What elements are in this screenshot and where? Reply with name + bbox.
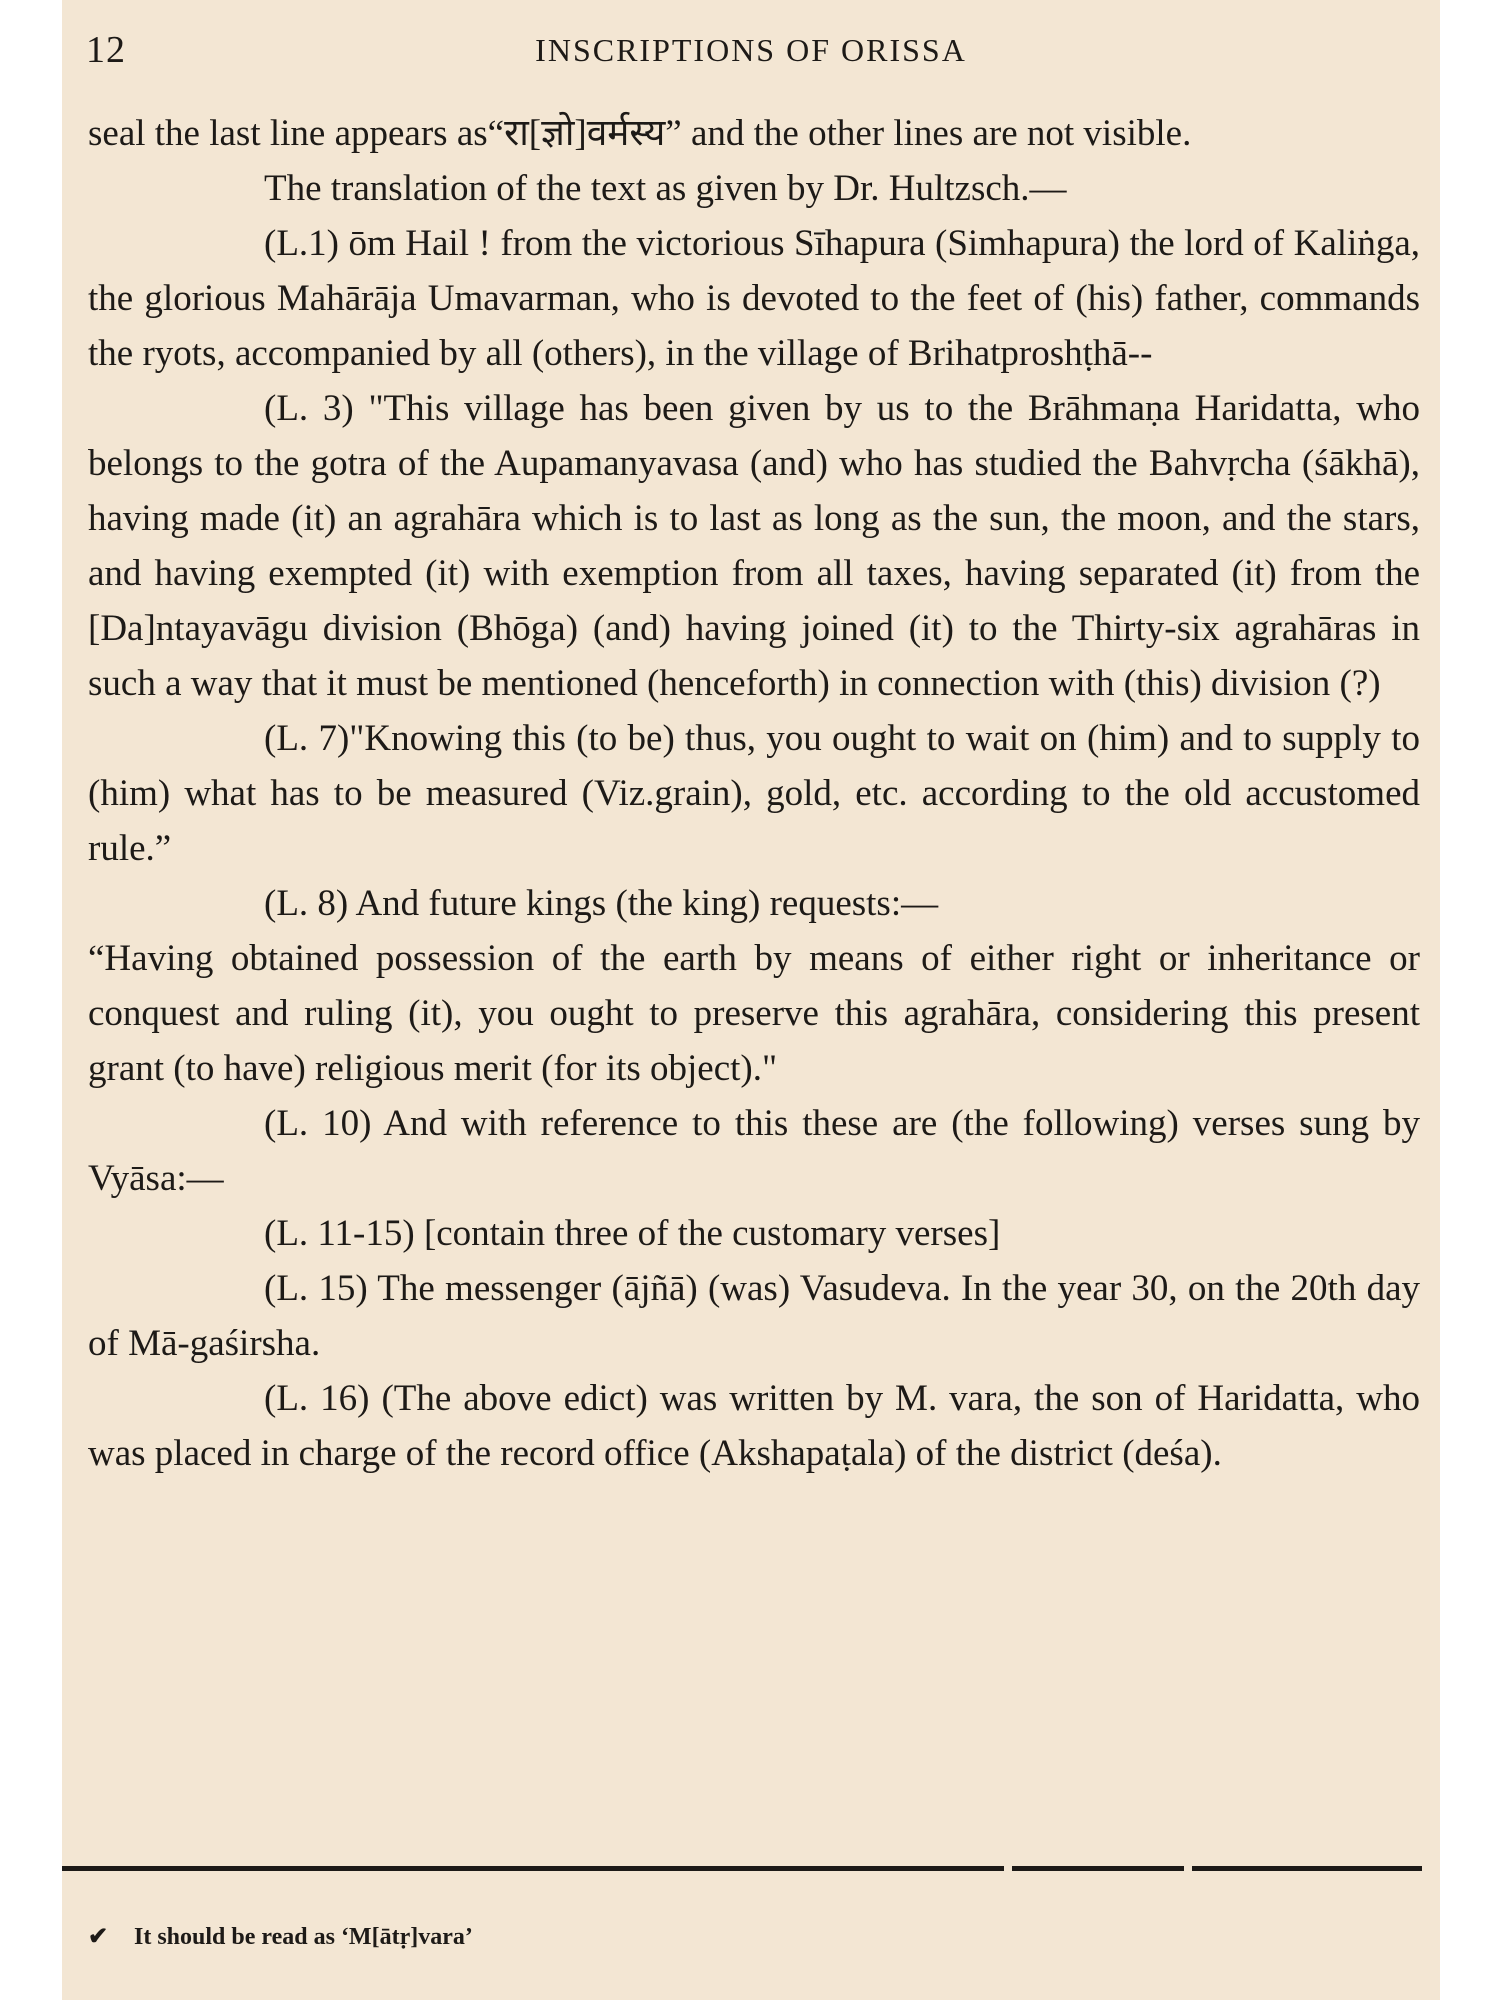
- separator-rule: [1012, 1866, 1184, 1871]
- paragraph-line-7: (L. 7)"Knowing this (to be) thus, you ought to wait on (him) and to supply to (him) what has to be measured (Viz.grain), gold, etc. according to the old accustomed rule.”: [88, 718, 1420, 869]
- footnote-text: It should be read as ‘M[ātṛ]vara’: [134, 1924, 473, 1950]
- running-title: INSCRIPTIONS OF ORISSA: [535, 32, 967, 68]
- paragraph-line-11-15: (L. 11-15) [contain three of the customary verses]: [264, 1213, 1001, 1254]
- footnote-separator: [62, 1866, 1422, 1876]
- separator-rule: [1192, 1866, 1422, 1871]
- page-number: 12: [86, 29, 126, 71]
- paragraph-translation-intro: The translation of the text as given by Dr. Hultzsch.—: [264, 168, 1067, 209]
- book-page: [62, 0, 1440, 2000]
- body-text: [88, 106, 1420, 1481]
- paragraph-quotation: “Having obtained possession of the earth by means of either right or inheritance or conquest and ruling (it), you ought to preserve this agrahāra, considering this present grant (to have) religious merit (for its object).": [88, 938, 1420, 1089]
- paragraph-line-3: (L. 3) "This village has been given by us to the Brāhmaṇa Haridatta, who belongs to the gotra of the Aupamanyavasa (and) who has studied the Bahvṛcha (śākhā), having made (it) an agrahāra which is to last as long as the sun, the moon, and the stars, and having exempted (it) with exemption from all taxes, having separated (it) from the [Da]ntayavāgu division (Bhōga) (and) having joined (it) to the Thirty-six agrahāras in such a way that it must be mentioned (henceforth) in connection with (this) division (?): [88, 388, 1420, 704]
- paragraph-line-8: (L. 8) And future kings (the king) requests:—: [264, 883, 939, 924]
- paragraph-line-15: (L. 15) The messenger (ājñā) (was) Vasudeva. In the year 30, on the 20th day of Mā-gaśirsha.: [88, 1268, 1420, 1364]
- page-header: [86, 28, 1416, 80]
- paragraph-seal-note: seal the last line appears as“रा[ज्ञो]वर्मस्य” and the other lines are not visible.: [88, 113, 1192, 154]
- footnote: [88, 1922, 473, 1951]
- paragraph-line-10: (L. 10) And with reference to this these are (the following) verses sung by Vyāsa:—: [88, 1103, 1420, 1199]
- footnote-marker: ✔: [88, 1924, 109, 1950]
- separator-rule: [62, 1866, 1004, 1871]
- paragraph-line-1: (L.1) ōm Hail ! from the victorious Sīhapura (Simhapura) the lord of Kaliṅga, the glorious Mahārāja Umavarman, who is devoted to the feet of (his) father, commands the ryots, accompanied by all (others), in the village of Brihatproshṭhā--: [88, 223, 1420, 374]
- paragraph-line-16: (L. 16) (The above edict) was written by M. vara, the son of Haridatta, who was placed in charge of the record office (Akshapaṭala) of the district (deśa).: [88, 1378, 1420, 1474]
